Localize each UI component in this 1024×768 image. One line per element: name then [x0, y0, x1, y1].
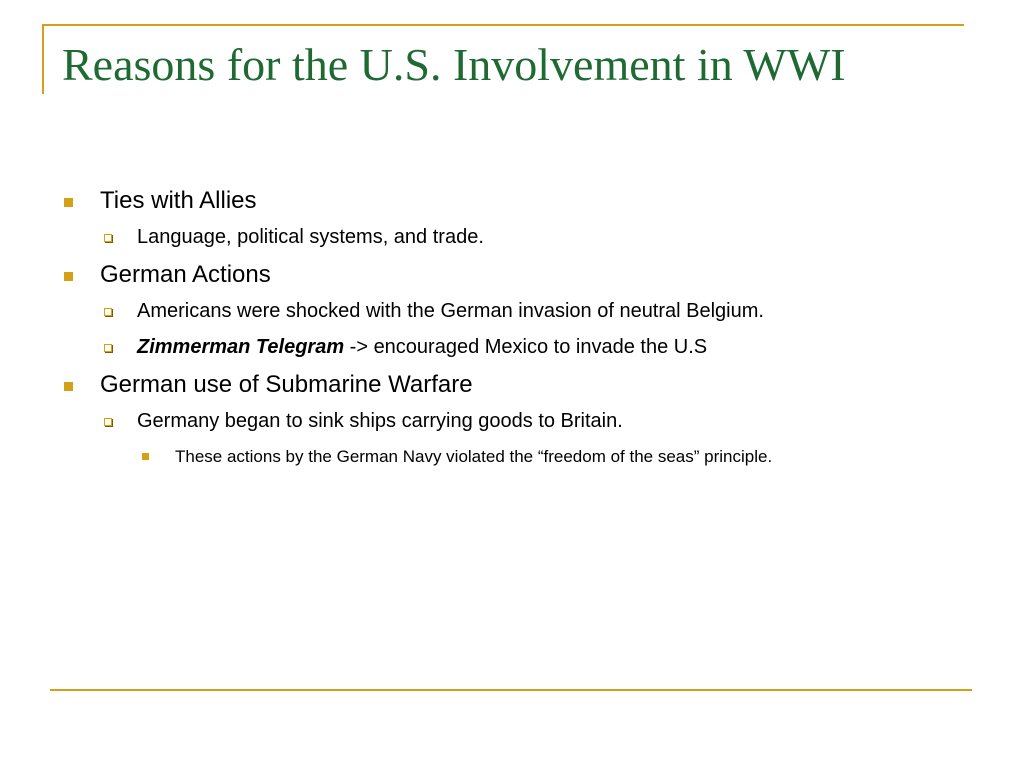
sub-bullet-zimmerman — [62, 334, 982, 360]
zimmerman-telegram-emphasis: Zimmerman Telegram — [137, 336, 345, 358]
filled-square-bullet-icon — [64, 382, 73, 391]
filled-square-bullet-icon — [142, 453, 149, 460]
sub-bullet-text: -> encouraged Mexico to invade the U.S — [344, 336, 708, 358]
sub-bullet-text: Germany began to sink ships carrying goods to Britain. — [137, 410, 623, 432]
sub-bullet-text: Language, political systems, and trade. — [137, 226, 484, 248]
slide-body — [62, 186, 982, 470]
title-accent-top-line — [42, 24, 964, 26]
sub-sub-bullet-text: These actions by the German Navy violated the “freedom of the seas” principle. — [175, 447, 773, 466]
bullet-german-actions — [62, 260, 982, 290]
sub-bullet-text: Americans were shocked with the German invasion of neutral Belgium. — [137, 300, 764, 322]
hollow-square-bullet-icon — [104, 234, 112, 242]
sub-bullet-belgium — [62, 298, 982, 324]
bullet-text: German use of Submarine Warfare — [100, 371, 473, 398]
bullet-text: German Actions — [100, 261, 271, 288]
footer-accent-line — [50, 689, 972, 691]
bullet-text: Ties with Allies — [100, 187, 257, 214]
bullet-ties-with-allies — [62, 186, 982, 216]
hollow-square-bullet-icon — [104, 344, 112, 352]
sub-bullet-sink-ships — [62, 408, 982, 434]
title-accent-vertical-line — [42, 24, 44, 94]
filled-square-bullet-icon — [64, 272, 73, 281]
slide-title: Reasons for the U.S. Involvement in WWI — [62, 39, 846, 90]
sub-sub-bullet-freedom-of-seas — [62, 444, 982, 470]
sub-bullet-language — [62, 224, 982, 250]
bullet-submarine-warfare — [62, 370, 982, 400]
hollow-square-bullet-icon — [104, 308, 112, 316]
hollow-square-bullet-icon — [104, 418, 112, 426]
filled-square-bullet-icon — [64, 198, 73, 207]
